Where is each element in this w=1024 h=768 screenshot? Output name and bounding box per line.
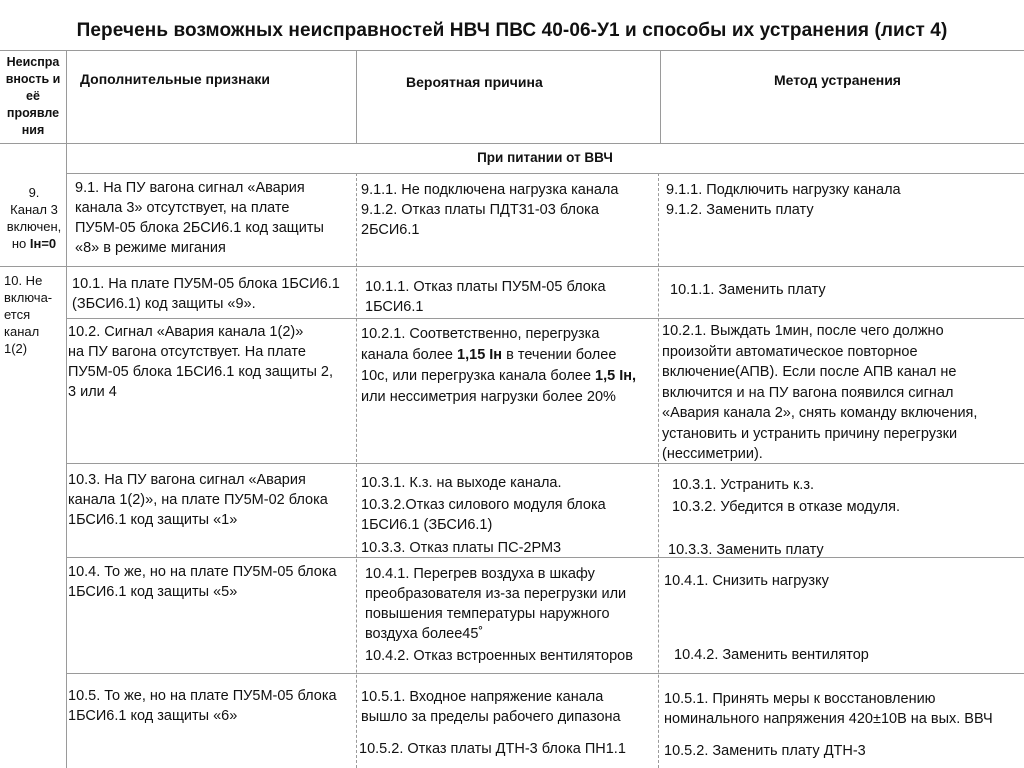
fault-10-3-cause-2: 10.3.2.Отказ силового модуля блока 1БСИ6.1 (ЗБСИ6.1) xyxy=(361,497,606,533)
fault-10-2-cause-e: или нессиметрия нагрузки более 20% xyxy=(361,389,616,405)
fault-10-2-sign: 10.2. Сигнал «Авария канала 1(2)» на ПУ вагона отсутствует. На плате ПУ5М-05 блока 1БСИ6.1 код защиты 2, 3 или 4 xyxy=(68,324,334,400)
fault-9-cause: 9.1.1. Не подключена нагрузка канала 9.1.2. Отказ платы ПДТ31-03 блока 2БСИ6.1 xyxy=(361,182,619,238)
fault-9-condition-tail: =0 xyxy=(41,236,57,251)
fault-9-fix: 9.1.1. Подключить нагрузку канала 9.1.2. Заменить плату xyxy=(666,182,901,218)
fault-10-5-fix-2: 10.5.2. Заменить плату ДТН-3 xyxy=(664,743,866,759)
fault-10-4-cause-1: 10.4.1. Перегрев воздуха в шкафу преобразователя из-за перегрузки или повышения температуры наружного воздуха более45˚ xyxy=(365,566,627,642)
row-10-4-bottom-line xyxy=(66,673,1024,674)
fault-10-3-fix-3: 10.3.3. Заменить плату xyxy=(668,542,824,558)
fault-10-2-cause-b: 1,15 Iн xyxy=(457,347,503,363)
page-title: Перечень возможных неисправностей НВЧ ПВС 40-06-У1 и способы их устранения (лист 4) xyxy=(76,20,948,41)
fault-10-5-cause-1: 10.5.1. Входное напряжение канала вышло за пределы рабочего дипазона xyxy=(361,689,621,725)
fault-10-3-fix-2: 10.3.2. Убедится в отказе модуля. xyxy=(672,499,901,515)
fault-10-3-fix-1: 10.3.1. Устранить к.з. xyxy=(672,477,815,493)
row-9-bottom-line xyxy=(0,266,1024,267)
fault-10-3-cause-3: 10.3.3. Отказ платы ПС-2РМ3 xyxy=(361,540,562,556)
section-row-line xyxy=(66,173,1024,174)
fault-10-5-fix-1: 10.5.1. Принять меры к восстановлению номинального напряжения 420±10В на вых. ВВЧ xyxy=(664,691,993,727)
section-header: При питании от ВВЧ xyxy=(477,150,613,165)
fault-9-condition-text: 9. Канал 3 включен, но xyxy=(6,185,62,251)
header-fault: Неиспра вность и её проявле ния xyxy=(5,55,61,137)
col-2-divider-header xyxy=(356,50,357,143)
fault-10-4-fix-2: 10.4.2. Заменить вентилятор xyxy=(674,647,869,663)
table-border-top xyxy=(0,50,1024,51)
header-additional-signs: Дополнительные признаки xyxy=(80,71,270,87)
fault-10-4-cause-2: 10.4.2. Отказ встроенных вентиляторов xyxy=(365,648,633,664)
fault-10-2-cause-a: 10.2.1. Соответственно, перегрузка канала более xyxy=(361,326,600,363)
fault-10-2-fix: 10.2.1. Выждать 1мин, после чего должно произойти автоматическое повторное включение(АПВ). Если после АПВ канал не включится и на ПУ вагона появился сигнал «Авария канала 2», снять команду включения, установить и устранить причину перегрузки (нессиметрии). xyxy=(662,323,978,462)
fault-10-4-sign: 10.4. То же, но на плате ПУ5М-05 блока 1БСИ6.1 код защиты «5» xyxy=(68,564,337,600)
fault-10-1-cause: 10.1.1. Отказ платы ПУ5М-05 блока 1БСИ6.1 xyxy=(365,279,606,315)
col-3-divider xyxy=(658,173,659,768)
col-3-divider-header xyxy=(660,50,661,143)
header-bottom-line xyxy=(0,143,1024,144)
header-probable-cause: Вероятная причина xyxy=(406,74,543,90)
col-2-divider xyxy=(356,173,357,768)
fault-10-2-cause xyxy=(361,324,657,408)
fault-10-3-sign: 10.3. На ПУ вагона сигнал «Авария канала 1(2)», на плате ПУ5М-02 блока 1БСИ6.1 код защиты «1» xyxy=(68,472,328,528)
header-fix-method: Метод устранения xyxy=(774,72,901,88)
row-10-1-bottom-line xyxy=(66,318,1024,319)
fault-9-sign: 9.1. На ПУ вагона сигнал «Авария канала 3» отсутствует, на плате ПУ5М-05 блока 2БСИ6.1 код защиты «8» в режиме мигания xyxy=(75,180,324,256)
fault-10-3-cause-1: 10.3.1. К.з. на выходе канала. xyxy=(361,475,562,491)
fault-10-5-cause-2: 10.5.2. Отказ платы ДТН-3 блока ПН1.1 xyxy=(359,741,626,757)
fault-10-1-sign: 10.1. На плате ПУ5М-05 блока 1БСИ6.1 (ЗБСИ6.1) код защиты «9». xyxy=(72,276,340,312)
fault-9-condition-ih: Iн xyxy=(29,236,42,251)
fault-10-1-fix: 10.1.1. Заменить плату xyxy=(670,282,826,298)
fault-10-2-cause-d: 1,5 Iн, xyxy=(595,368,637,384)
fault-9-condition xyxy=(2,184,66,252)
fault-10-2-cause-c: в течении более 10с, или перегрузка канала более xyxy=(361,347,617,384)
fault-10-5-sign: 10.5. То же, но на плате ПУ5М-05 блока 1БСИ6.1 код защиты «6» xyxy=(68,688,337,724)
fault-10-condition: 10. Не включа- ется канал 1(2) xyxy=(4,273,53,356)
fault-10-4-fix-1: 10.4.1. Снизить нагрузку xyxy=(664,573,829,589)
